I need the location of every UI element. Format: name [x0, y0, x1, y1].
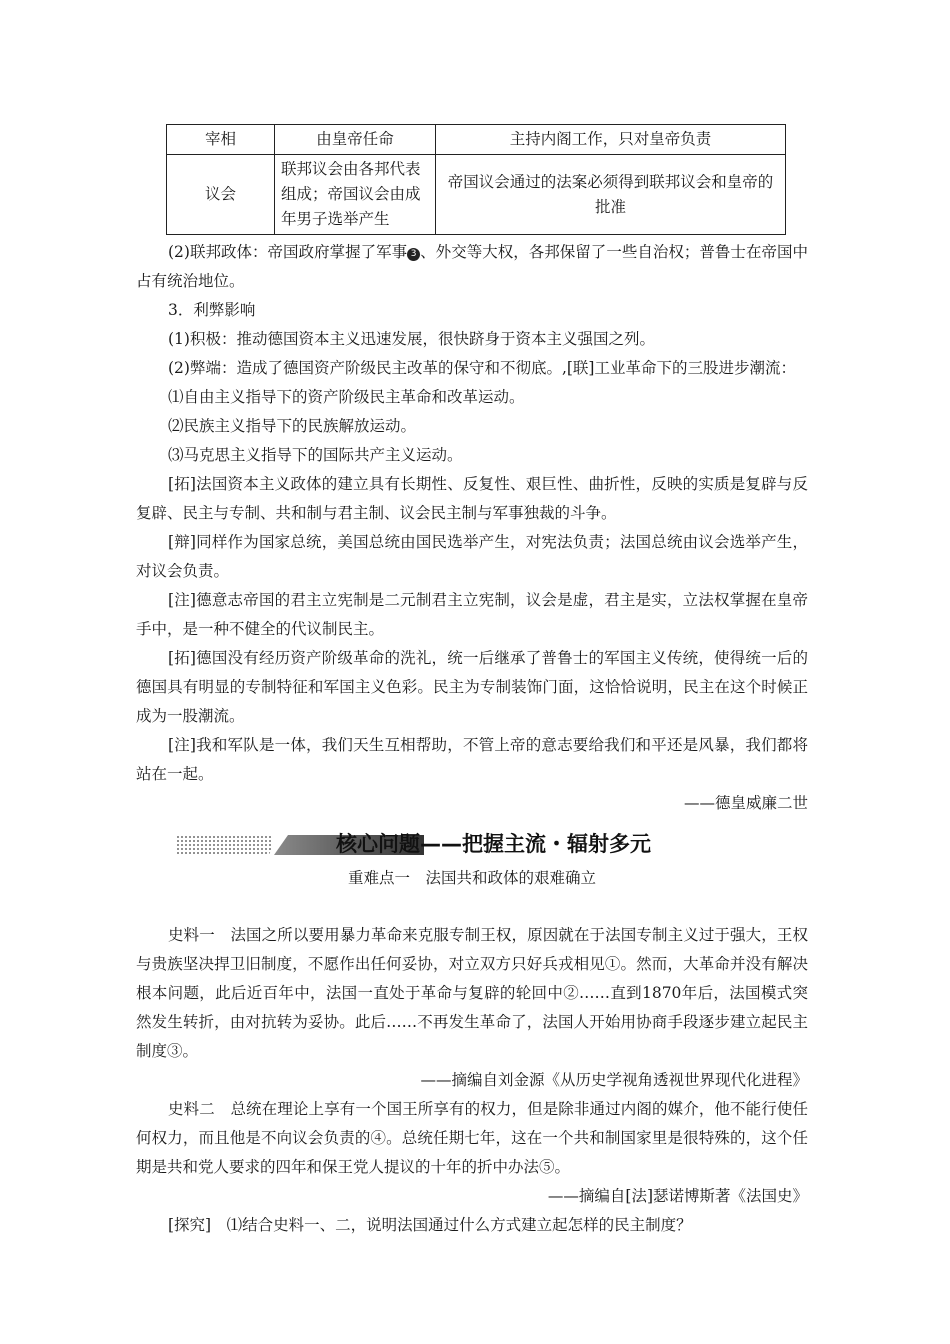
note-paragraph: [辩]同样作为国家总统，美国总统由国民选举产生，对宪法负责；法国总统由议会选举产生，对议会负责。: [136, 533, 808, 580]
note-paragraph: [拓]德国没有经历资产阶级革命的洗礼，统一后继承了普鲁士的军国主义传统，使得统一后的德国具有明显的专制特征和军国主义色彩。民主为专制装饰门面，这恰恰说明，民主在这个时候正成为一股潮流。: [136, 649, 808, 725]
table-cell: 主持内阁工作，只对皇帝负责: [436, 125, 786, 155]
dotted-decoration: [176, 835, 272, 855]
note-paragraph: [注]我和军队是一体，我们天生互相帮助，不管上帝的意志要给我们和平还是风暴，我们都将站在一起。: [136, 736, 808, 783]
table-cell: 帝国议会通过的法案必须得到联邦议会和皇帝的批准: [436, 155, 786, 235]
upper-text-block: [136, 238, 808, 818]
note-paragraph: [注]德意志帝国的君主立宪制是二元制君主立宪制，议会是虚，君主是实，立法权掌握在皇帝手中，是一种不健全的代议制民主。: [136, 591, 808, 638]
paragraph: (2)弊端：造成了德国资产阶级民主改革的保守和不彻底。,[联]工业革命下的三股进步潮流：: [168, 359, 796, 377]
table-cell: 联邦议会由各邦代表组成；帝国议会由成年男子选举产生: [275, 155, 436, 235]
paragraph: (1)积极：推动德国资本主义迅速发展，很快跻身于资本主义强国之列。: [168, 330, 655, 348]
table-cell: 由皇帝任命: [275, 125, 436, 155]
table-cell: 宰相: [167, 125, 275, 155]
lower-text-block: [136, 864, 808, 1240]
federal-system-paragraph: (2)联邦政体：帝国政府掌握了军事 3 、外交等大权，各邦保留了一些自治权；普鲁士在帝国中占有统治地位。: [136, 243, 808, 290]
table-row: [167, 125, 786, 155]
material-paragraph: 史料二 总统在理论上享有一个国王所享有的权力，但是除非通过内阁的媒介，他不能行使任何权力，而且他是不向议会负责的④。总统任期七年，这在一个共和制国家里是很特殊的，这个任期是共和党人要求的四年和保王党人提议的十年的折中办法⑤。: [136, 1100, 808, 1176]
material-paragraph: 史料一 法国之所以要用暴力革命来克服专制王权，原因就在于法国专制主义过于强大，王权与贵族坚决捍卫旧制度，不愿作出任何妥协，对立双方只好兵戎相见①。然而，大革命并没有解决根本问题，此后近百年中，法国一直处于革命与复辟的轮回中②……直到1870年后，法国模式突然发生转折，由对抗转为妥协。此后……不再发生革命了，法国人开始用协商手段逐步建立起民主制度③。: [136, 926, 808, 1060]
table-row: [167, 155, 786, 235]
list-item: ⑶马克思主义指导下的国际共产主义运动。: [168, 446, 463, 464]
core-section-banner: [176, 826, 796, 862]
government-structure-table: [166, 124, 786, 235]
table-cell: 议会: [167, 155, 275, 235]
list-item: ⑴自由主义指导下的资产阶级民主革命和改革运动。: [168, 388, 525, 406]
subsection-title: 重难点一 法国共和政体的艰难确立: [347, 869, 596, 887]
inquiry-question: [探究] ⑴结合史料一、二，说明法国通过什么方式建立起怎样的民主制度？: [168, 1216, 692, 1234]
core-section-title: 核心问题——把握主流・辐射多元: [336, 832, 651, 856]
footnote-marker: 3: [407, 248, 420, 261]
list-item: ⑵民族主义指导下的民族解放运动。: [168, 417, 417, 435]
note-paragraph: [拓]法国资本主义政体的建立具有长期性、反复性、艰巨性、曲折性，反映的实质是复辟与反复辟、民主与专制、共和制与君主制、议会民主制与军事独裁的斗争。: [136, 475, 808, 522]
material-source: ——摘编自[法]瑟诺博斯著《法国史》: [547, 1187, 808, 1205]
quote-source: ——德皇威廉二世: [683, 794, 808, 812]
section-heading: 3．利弊影响: [168, 301, 256, 319]
material-source: ——摘编自刘金源《从历史学视角透视世界现代化进程》: [420, 1071, 808, 1089]
